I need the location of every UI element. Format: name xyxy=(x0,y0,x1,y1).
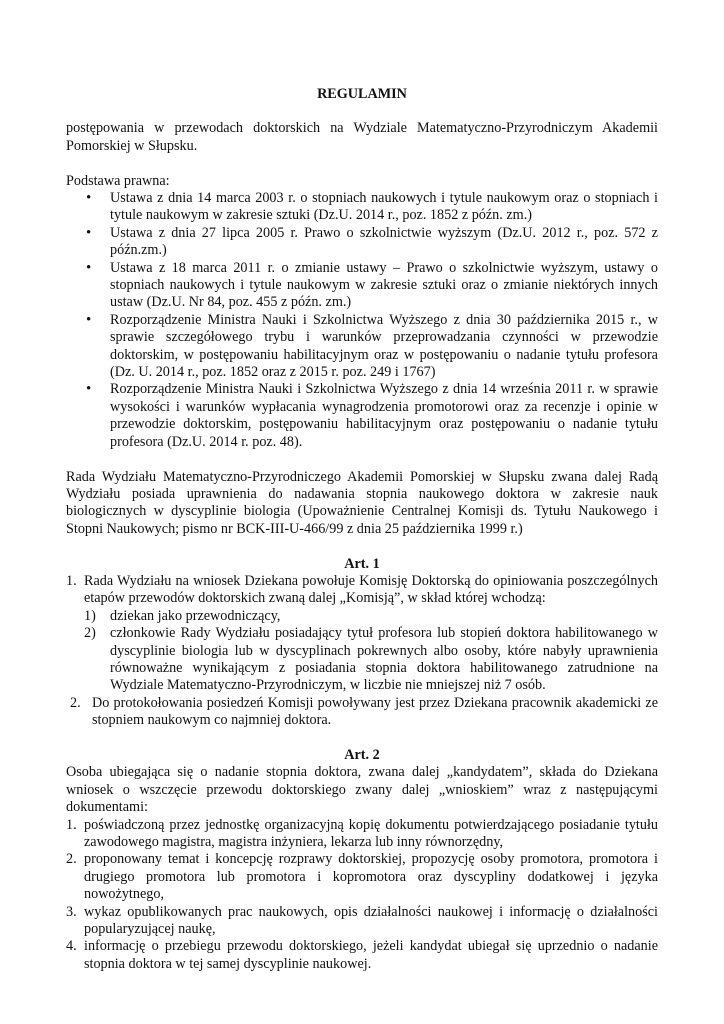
item-text: Rada Wydziału na wniosek Dziekana powołuje Komisję Doktorską do opiniowania poszczególnych etapów przewodów doktorskich zwaną dalej „Komisją”, w skład której wchodzą: xyxy=(84,572,658,607)
art1-item xyxy=(66,573,658,695)
art2-title: Art. 2 xyxy=(344,746,380,763)
item-number: 2. xyxy=(66,851,77,868)
legal-basis-list xyxy=(66,190,658,451)
item-text: proponowany temat i koncepcję rozprawy doktorskiej, propozycję osoby promotora, promotora i drugiego promotora lub promotora i kopromotora oraz dyscypliny dodatkowej i języka nowożytnego, xyxy=(84,851,658,903)
art2-item xyxy=(66,851,658,903)
art2-item xyxy=(66,938,658,973)
item-text: informację o przebiegu przewodu doktorskiego, jeżeli kandydat ubiegał się uprzednio o nadanie stopnia doktora w tej samej dyscyplinie naukowej. xyxy=(84,938,658,972)
item-text: wykaz opublikowanych prac naukowych, opis działalności naukowej i informację o działalności popularyzującej naukę, xyxy=(84,903,658,938)
spacer xyxy=(66,730,658,747)
art1-title: Art. 1 xyxy=(344,555,380,572)
art2-list xyxy=(66,817,658,974)
council-paragraph: Rada Wydziału Matematyczno-Przyrodniczego Akademii Pomorskiej w Słupsku zwana dalej Radą Wydziału posiada uprawnienia do nadawania stopnia naukowego doktora w zakresie nauk biologicznych w dyscyplinie biologia (Upoważnienie Centralnej Komisji ds. Tytułu Naukowego i Stopni Naukowych; pismo nr BCK-III-U-466/99 z dnia 25 października 1999 r.) xyxy=(66,468,658,537)
art1-item xyxy=(66,695,658,730)
item-text: Do protokołowania posiedzeń Komisji powoływany jest przez Dziekana pracownik akademicki ze stopniem naukowym co najmniej doktora. xyxy=(92,694,658,729)
item-number: 4. xyxy=(66,938,77,955)
item-number: 1. xyxy=(66,816,77,833)
art2-item xyxy=(66,904,658,939)
document-title: REGULAMIN xyxy=(317,86,407,102)
spacer xyxy=(66,538,658,555)
legal-basis-item: • Ustawa z dnia 27 lipca 2005 r. Prawo o szkolnictwie wyższym (Dz.U. 2012 r., poz. 572 z późn.zm.) xyxy=(66,225,658,260)
subitem-number: 1) xyxy=(84,607,96,624)
art2-intro: Osoba ubiegająca się o nadanie stopnia doktora, zwana dalej „kandydatem”, składa do Dziekana wniosek o wszczęcie przewodu doktorskiego zwany dalej „wnioskiem” wraz z następującymi dokumentami: xyxy=(66,764,658,816)
legal-basis-item: • Ustawa z 18 marca 2011 r. o zmianie ustawy – Prawo o szkolnictwie wyższym, ustawy o stopniach naukowych i tytule naukowym w zakresie sztuki oraz o zmianie niektórych innych ustaw (Dz.U. Nr 84, poz. 455 z późn. zm.) xyxy=(66,260,658,312)
item-number: 1. xyxy=(66,572,77,589)
item-number: 2. xyxy=(70,694,81,711)
art2-item xyxy=(66,817,658,852)
legal-basis-heading: Podstawa prawna: xyxy=(66,172,170,189)
item-text: poświadczoną przez jednostkę organizacyjną kopię dokumentu potwierdzającego posiadanie tytułu zawodowego magistra, magistra inżyniera, lekarza lub inny równorzędny, xyxy=(84,816,658,850)
document-page xyxy=(66,86,658,973)
art1-list xyxy=(66,573,658,730)
item-number: 3. xyxy=(66,903,77,920)
legal-basis-item: • Rozporządzenie Ministra Nauki i Szkolnictwa Wyższego z dnia 30 października 2015 r., w sprawie szczegółowego trybu i warunków przeprowadzania czynności w przewodzie doktorskim, w postępowaniu habilitacyjnym oraz w postępowaniu o nadanie tytułu profesora (Dz. U. 2014 r., poz. 1852 oraz z 2015 r. poz. 249 i 1767) xyxy=(66,312,658,382)
subitem-number: 2) xyxy=(84,625,96,642)
art1-subitem xyxy=(66,608,658,625)
subitem-text: członkowie Rady Wydziału posiadający tytuł profesora lub stopień doktora habilitowanego w dyscyplinie biologia lub w dyscyplinach pokrewnych albo osoby, które nabyły uprawnienia równoważne wynikającym z posiadania stopnia doktora habilitowanego zatrudnione na Wydziale Matematyczno-Przyrodniczym, w liczbie nie mniejszej niż 7 osób. xyxy=(110,625,658,694)
art1-sublist xyxy=(84,608,658,695)
art1-subitem xyxy=(66,625,658,695)
subitem-text: dziekan jako przewodniczący, xyxy=(110,607,281,624)
legal-basis-item: • Rozporządzenie Ministra Nauki i Szkolnictwa Wyższego z dnia 14 września 2011 r. w sprawie wysokości i warunków wypłacania wynagrodzenia promotorowi oraz za recenzje i opinie w przewodzie doktorskim, postępowaniu habilitacyjnym oraz postępowaniu o nadanie tytułu profesora (Dz.U. 2014 r. poz. 48). xyxy=(66,381,658,451)
intro-paragraph: postępowania w przewodach doktorskich na Wydziale Matematyczno-Przyrodniczym Akademii Pomorskiej w Słupsku. xyxy=(66,120,658,154)
spacer xyxy=(66,451,658,468)
spacer xyxy=(66,155,658,172)
legal-basis-item: • Ustawa z dnia 14 marca 2003 r. o stopniach naukowych i tytule naukowym oraz o stopniach i tytule naukowym w zakresie sztuki (Dz.U. 2014 r., poz. 1852 z późn. zm.) xyxy=(66,190,658,225)
